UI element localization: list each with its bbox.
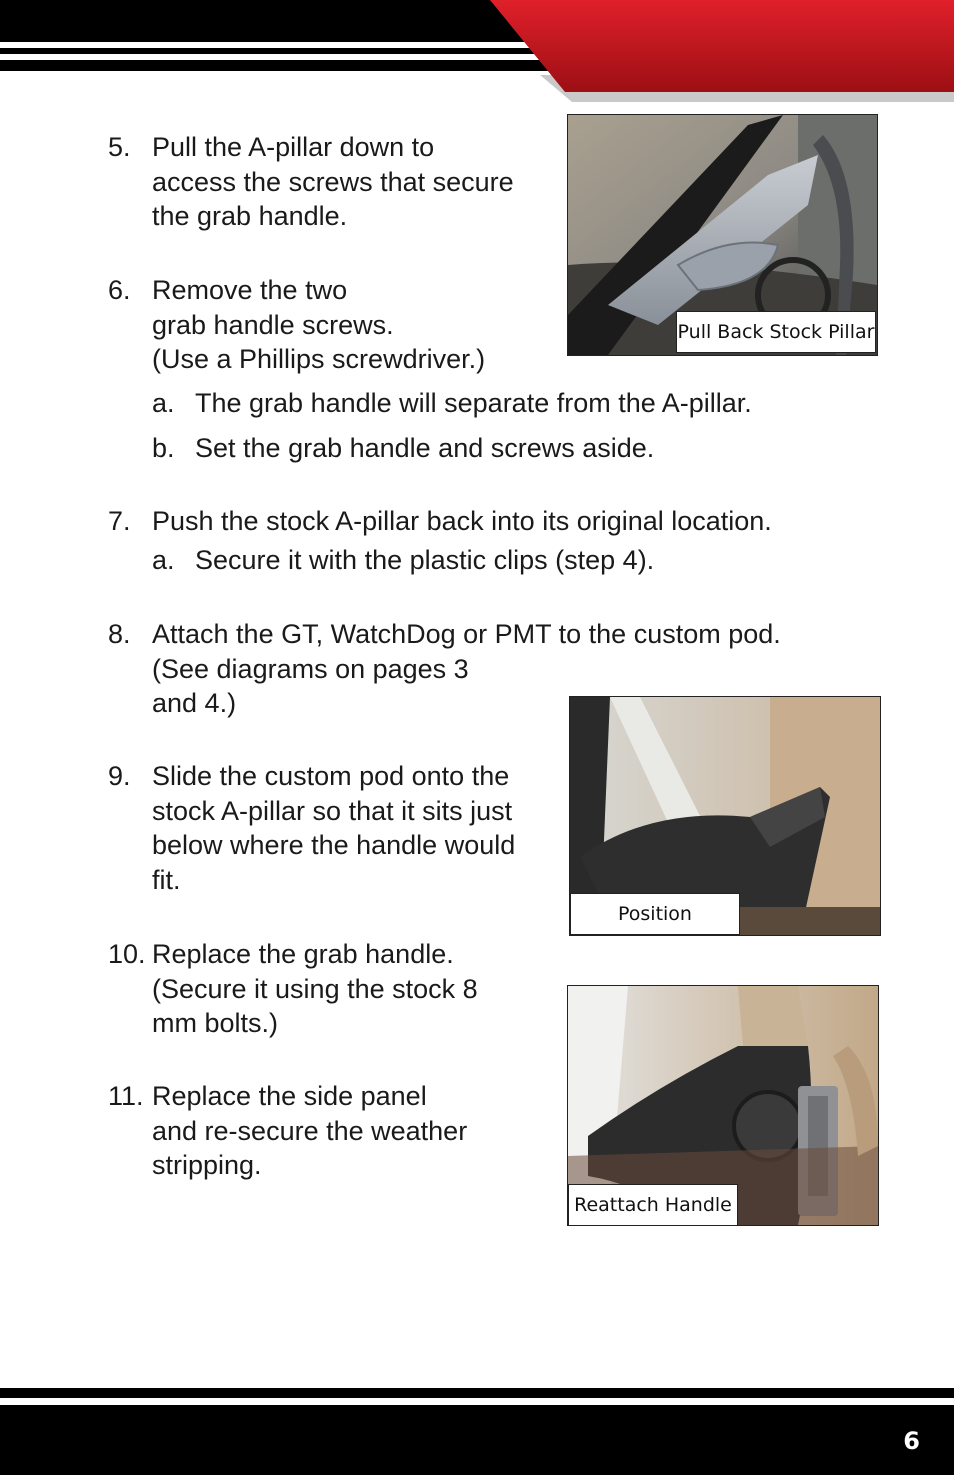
step-text-line: and re-secure the weather [152, 1115, 468, 1146]
step-text-line: mm bolts.) [152, 1008, 279, 1038]
substep-letter: b. [152, 433, 175, 463]
step-number: 10. [108, 939, 146, 969]
step-number: 11. [108, 1081, 144, 1111]
step-text-line: (Use a Phillips screwdriver.) [152, 344, 486, 374]
step-text-line: stripping. [152, 1150, 262, 1180]
step-number: 6. [108, 275, 131, 305]
step-number: 8. [108, 619, 131, 649]
step-text-line: Pull the A-pillar down to [152, 132, 435, 162]
photo-caption: Pull Back Stock Pillar [676, 311, 876, 353]
step-text-line: Attach the GT, WatchDog or PMT to the custom pod. [152, 619, 781, 649]
photo-caption: Position [570, 893, 740, 935]
step-text-line: and 4.) [152, 688, 237, 718]
step-text-line: grab handle screws. [152, 309, 394, 340]
step-text-line: Slide the custom pod onto the [152, 761, 510, 791]
step-text-line: the grab handle. [152, 201, 348, 231]
photo-pull-back-pillar [567, 114, 878, 356]
step-text-line: Push the stock A-pillar back into its original location. [152, 506, 772, 536]
photo-caption: Reattach Handle [568, 1184, 738, 1226]
step-text-line: access the screws that secure [152, 166, 514, 197]
photo-reattach-handle [567, 985, 879, 1226]
step-number: 9. [108, 761, 131, 791]
step-text-line: Replace the side panel [152, 1081, 427, 1111]
step-text-line: Replace the grab handle. [152, 939, 454, 969]
step-text-line: below where the handle would [152, 830, 516, 860]
step-text-line: Remove the two [152, 275, 348, 305]
photo-position [569, 696, 881, 936]
step-text-line: fit. [152, 864, 181, 895]
step-number: 5. [108, 132, 131, 162]
substep-letter: a. [152, 388, 175, 418]
page-number: 6 [903, 1427, 920, 1455]
header-band [0, 0, 954, 105]
substep-letter: a. [152, 545, 175, 575]
step-text-line: (See diagrams on pages 3 [152, 653, 469, 684]
footer-band [0, 1405, 954, 1475]
substep-text: Set the grab handle and screws aside. [195, 433, 655, 463]
substep-text: Secure it with the plastic clips (step 4). [195, 545, 655, 575]
step-text-line: stock A-pillar so that it sits just [152, 795, 513, 826]
step-text-line: (Secure it using the stock 8 [152, 973, 478, 1004]
substep-text: The grab handle will separate from the A-pillar. [195, 388, 752, 418]
footer-rule [0, 1388, 954, 1398]
step-number: 7. [108, 506, 131, 536]
